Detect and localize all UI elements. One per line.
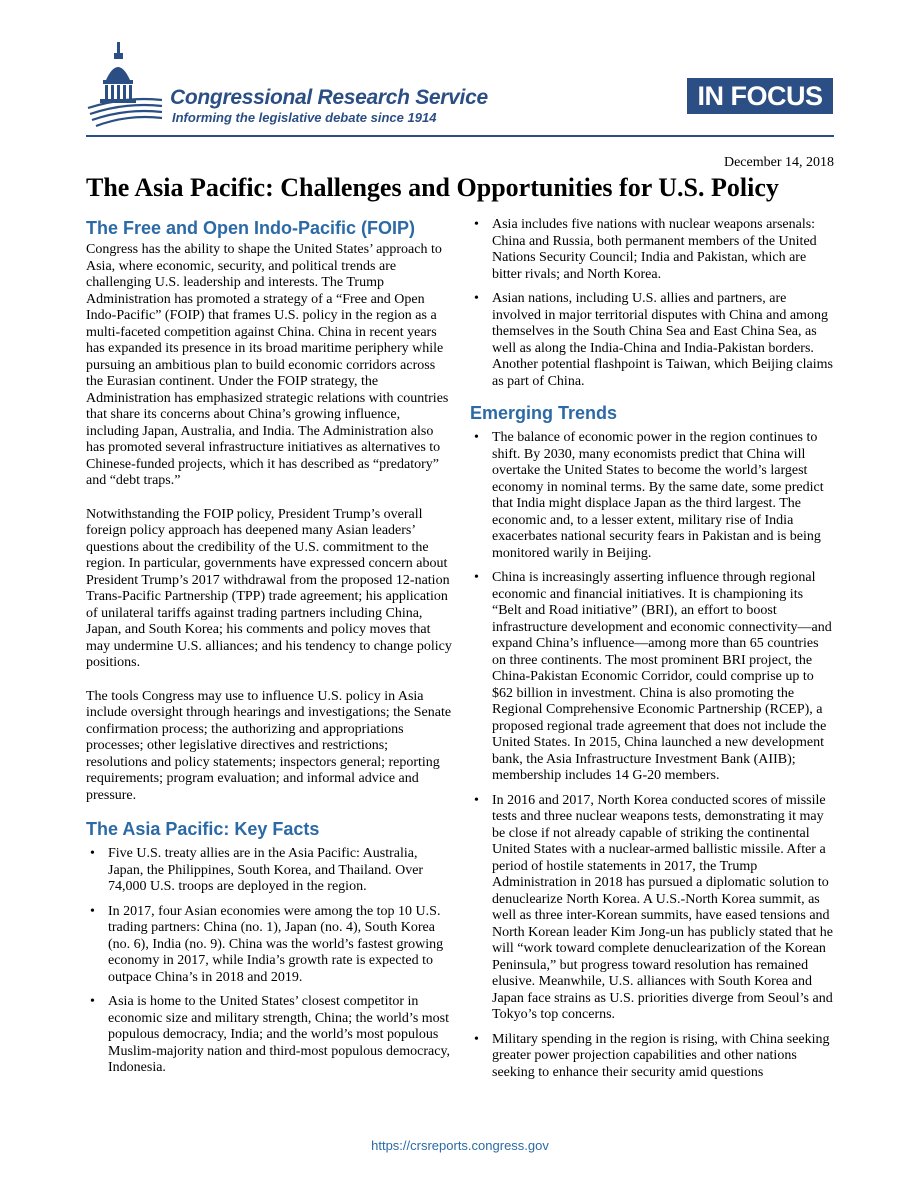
header-divider (86, 135, 834, 137)
left-column (86, 217, 452, 1085)
paragraph: Congress has the ability to shape the United States’ approach to Asia, where economic, security, and political trends are challenging U.S. leadership and interests. The Trump Administration has promoted a strategy of a “Free and Open Indo-Pacific” (FOIP) that frames U.S. policy in the region as a multi-faceted competition against China. China in recent years has expanded its presence in its broad maritime periphery while pursuing an ambitious plan to build economic corridors across the Eurasian continent. Under the FOIP strategy, the Administration has emphasized strategic relations with countries that share its concerns about China’s growing influence, including Japan, Australia, and India. The Administration also has promoted several infrastructure initiatives as alternatives to Chinese-funded projects, which it has described as “predatory” and “debt traps.” (86, 242, 449, 488)
section-heading-foip: The Free and Open Indo-Pacific (FOIP) (86, 218, 416, 238)
section-heading-trends: Emerging Trends (470, 403, 618, 423)
section-heading-key-facts: The Asia Pacific: Key Facts (86, 819, 320, 839)
page-title: The Asia Pacific: Challenges and Opportunities for U.S. Policy (86, 173, 779, 202)
paragraph: Notwithstanding the FOIP policy, President Trump’s overall foreign policy approach has deepened many Asian leaders’ questions about the credibility of the U.S. commitment to the region. In particular, governments have expressed concern about President Trump’s 2017 withdrawal from the proposed 12-nation Trans-Pacific Partnership (TPP) trade agreement; his application of unilateral tariffs against trading partners including China, Japan, and South Korea; his comments and policy moves that may undermine U.S. alliances; and his tendency to change policy positions. (86, 506, 452, 670)
list-item: • In 2016 and 2017, North Korea conducted scores of missile tests and three nuclear weapons tests, demonstrating it may be close if not already capable of striking the continental United States with a nuclear-armed ballistic missile. After a period of hostile statements in 2017, the Trump Administration in 2018 has pursued a diplomatic solution to denuclearize North Korea. A U.S.-North Korea summit, as well as three inter-Korean summits, have eased tensions and North Korean leader Kim Jong-un has publicly stated that he will “work toward complete denuclearization of the Korean Peninsula,” but progress toward resolution has remained elusive. Meanwhile, U.S. alliances with South Korea and Japan face strains as U.S. priorities diverge from Seoul’s and Tokyo’s top concerns. (470, 793, 834, 1024)
in-focus-badge: IN FOCUS (687, 78, 833, 114)
list-item: • China is increasingly asserting influence through regional economic and financial initiatives. It is championing its “Belt and Road initiative” (BRI), an effort to boost infrastructure development and economic connectivity—and expand China’s influence—among more than 65 countries on three continents. The most prominent BRI project, the China-Pakistan Economic Corridor, could comprise up to $62 billion in investment. China is also promoting the Regional Comprehensive Economic Partnership (RCEP), a proposed regional trade agreement that does not include the United States. In 2015, China launched a new development bank, the Asia Infrastructure Investment Bank (AIIB); membership includes 14 G-20 members. (470, 570, 834, 785)
capitol-dome-logo (86, 40, 166, 130)
list-item: • Asia is home to the United States’ closest competitor in economic size and military strength, China; the world’s most populous democracy, India; and the world’s most populous Muslim-majority nation and third-most populous democracy, Indonesia. (86, 994, 452, 1077)
right-column (470, 217, 834, 1089)
list-item: • Five U.S. treaty allies are in the Asia Pacific: Australia, Japan, the Philippines, South Korea, and Thailand. Over 74,000 U.S. troops are deployed in the region. (86, 846, 452, 896)
list-item: • The balance of economic power in the region continues to shift. By 2030, many economists predict that China will overtake the United States to become the world’s largest economy in nominal terms. By the same date, some predict that India might displace Japan as the third largest. The economic and, to a lesser extent, military rise of India exacerbates national security fears in Pakistan and is being monitored warily in Beijing. (470, 430, 834, 562)
org-tagline: Informing the legislative debate since 1914 (172, 110, 437, 125)
publication-date: December 14, 2018 (723, 155, 834, 170)
footer-link[interactable]: https://crsreports.congress.gov (371, 1138, 549, 1153)
key-facts-list-continued (470, 217, 834, 390)
list-item: • Asia includes five nations with nuclear weapons arsenals: China and Russia, both permanent members of the United Nations Security Council; India and Pakistan, which are bitter rivals; and North Korea. (470, 217, 834, 283)
trends-list (470, 430, 834, 1081)
key-facts-list (86, 846, 452, 1077)
list-item: • Asian nations, including U.S. allies and partners, are involved in major territorial disputes with China and among themselves in the South China Sea and East China Sea, as well as along the India-China and India-Pakistan borders. Another potential flashpoint is Taiwan, which Beijing claims as part of China. (470, 291, 834, 390)
list-item: • In 2017, four Asian economies were among the top 10 U.S. trading partners: China (no. 1), Japan (no. 4), South Korea (no. 6), India (no. 9). China was the world’s fastest growing economy in 2017, while India’s growth rate is expected to outpace China’s in 2018 and 2019. (86, 904, 452, 987)
org-name: Congressional Research Service (170, 86, 488, 109)
list-item: • Military spending in the region is rising, with China seeking greater power projection capabilities and other nations seeking to enhance their security amid questions (470, 1032, 834, 1082)
paragraph: The tools Congress may use to influence U.S. policy in Asia include oversight through hearings and investigations; the Senate confirmation process; the authorizing and appropriations processes; other legislative directives and restrictions; resolutions and policy statements; inspectors general; reporting requirements; program evaluation; and informal advice and pressure. (86, 688, 452, 803)
